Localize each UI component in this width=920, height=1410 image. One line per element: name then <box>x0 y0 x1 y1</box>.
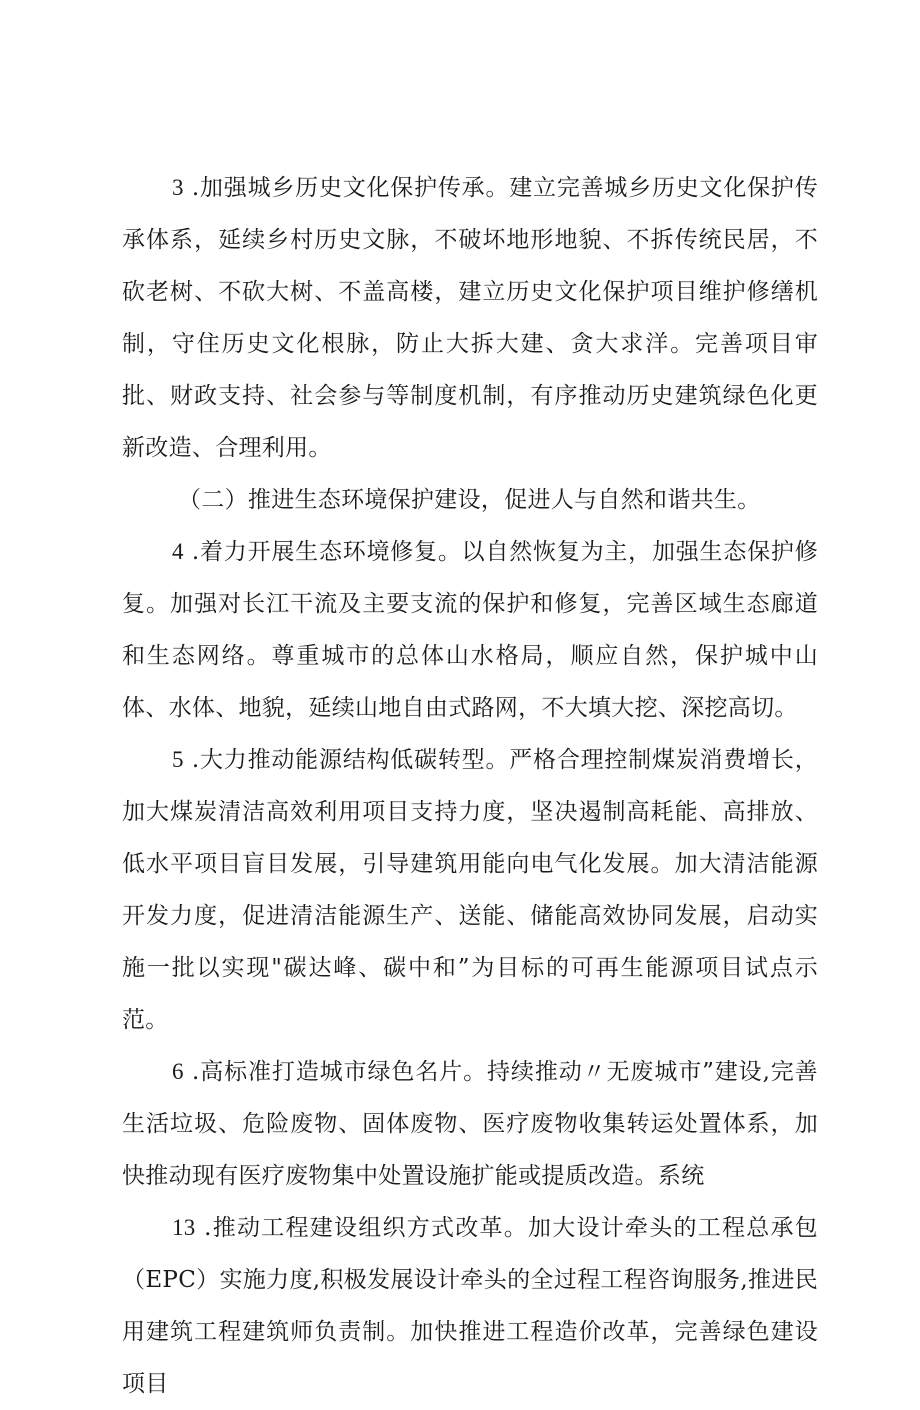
paragraph-4 <box>122 526 818 734</box>
paragraph-text: .着力开展生态环境修复。以自然恢复为主，加强生态保护修复。加强对长江干流及主要支流的保护和修复，完善区域生态廊道和生态网络。尊重城市的总体山水格局，顺应自然，保护城中山体、水体、地貌，延续山地自由式路网，不大填大挖、深挖高切。 <box>122 539 818 721</box>
paragraph-text: .加强城乡历史文化保护传承。建立完善城乡历史文化保护传承体系，延续乡村历史文脉，不破坏地形地貌、不拆传统民居，不砍老树、不砍大树、不盖高楼，建立历史文化保护项目维护修缮机制，守住历史文化根脉，防止大拆大建、贪大求洋。完善项目审批、财政支持、社会参与等制度机制，有序推动历史建筑绿色化更新改造、合理利用。 <box>122 175 818 461</box>
paragraph-text: .大力推动能源结构低碳转型。严格合理控制煤炭消费增长，加大煤炭清洁高效利用项目支持力度，坚决遏制高耗能、高排放、低水平项目盲目发展，引导建筑用能向电气化发展。加大清洁能源开发力度，促进清洁能源生产、送能、储能高效协同发展，启动实施一批以实现"碳达峰、碳中和”为目标的可再生能源项目试点示范。 <box>122 747 818 1033</box>
paragraph-text: .高标准打造城市绿色名片。持续推动〃无废城市”建设,完善生活垃圾、危险废物、固体废物、医疗废物收集转运处置体系，加快推动现有医疗废物集中处置设施扩能或提质改造。系统 <box>122 1059 818 1189</box>
section-heading-2: （二）推进生态环境保护建设，促进人与自然和谐共生。 <box>178 487 761 513</box>
paragraph-3 <box>122 162 818 474</box>
paragraph-text: .推动工程建设组织方式改革。加大设计牵头的工程总承包（EPC）实施力度,积极发展设计牵头的全过程工程咨询服务,推进民用建筑工程建筑师负责制。加快推进工程造价改革，完善绿色建设项目 <box>122 1215 818 1397</box>
paragraph-number: 5 <box>172 747 184 772</box>
paragraph-13 <box>122 1202 818 1410</box>
paragraph-number: 3 <box>172 175 184 200</box>
paragraph-6 <box>122 1046 818 1202</box>
paragraph-5 <box>122 734 818 1046</box>
paragraph-number: 4 <box>172 539 184 564</box>
document-body <box>122 162 818 1410</box>
paragraph-number: 6 <box>172 1059 184 1084</box>
paragraph-number: 13 <box>172 1215 196 1240</box>
